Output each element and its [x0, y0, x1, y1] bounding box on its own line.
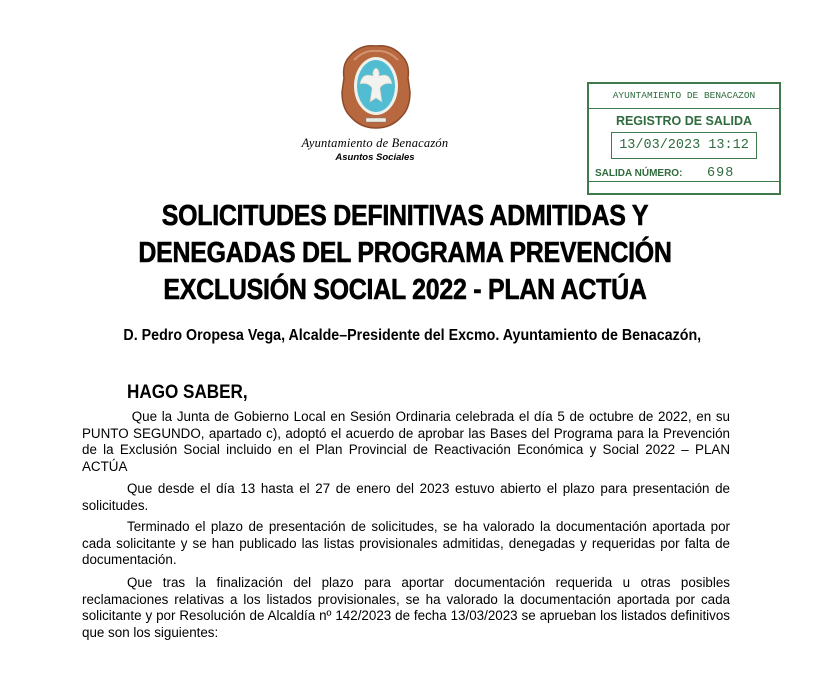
- document-title: [108, 198, 701, 309]
- organization-name: Ayuntamiento de Benacazón: [301, 136, 449, 150]
- body-paragraph: [82, 481, 730, 514]
- hago-saber-heading: HAGO SABER,: [127, 382, 248, 403]
- coat-of-arms-icon: [340, 42, 412, 130]
- title-line: EXCLUSIÓN SOCIAL 2022 - PLAN ACTÚA: [163, 274, 647, 306]
- intro-paragraph: [82, 326, 730, 346]
- stamp-number-label: SALIDA NÚMERO:: [595, 168, 683, 179]
- body-paragraph: [82, 575, 730, 641]
- body-paragraph: [82, 409, 730, 475]
- intro-text: D. Pedro Oropesa Vega, Alcalde–Presidente del Excmo. Ayuntamiento de Benacazón,: [123, 327, 702, 344]
- title-line: SOLICITUDES DEFINITIVAS ADMITIDAS Y: [161, 200, 649, 232]
- paragraph-text: Que la Junta de Gobierno Local en Sesión Ordinaria celebrada el día 5 de octubre de 2022, en su PUNTO SEGUNDO, apartado c), adoptó el acuerdo de aprobar las Bases del Programa para la Prevención de la Exclusión Social incluido en el Plan Provincial de Reactivación Económica y Social 2022 – PLAN ACTÚA: [82, 409, 730, 474]
- paragraph-text: Terminado el plazo de presentación de solicitudes, se ha valorado la documentación aportada por cada solicitante y se han publicado las listas provisionales admitidas, denegadas y requeridas por falta de documentación.: [82, 519, 730, 568]
- body-paragraph: [82, 519, 730, 569]
- paragraph-text: Que desde el día 13 hasta el 27 de enero del 2023 estuvo abierto el plazo para presentación de solicitudes.: [82, 481, 730, 513]
- title-line: DENEGADAS DEL PROGRAMA PREVENCIÓN: [138, 237, 672, 269]
- paragraph-text: Que tras la finalización del plazo para aportar documentación requerida u otras posibles reclamaciones relativas a los listados provisionales, se ha valorado la documentación aportada por cada solicitante y por Resolución de Alcaldía nº 142/2023 de fecha 13/03/2023 se aprueban los listados definitivos que son los siguientes:: [82, 575, 730, 640]
- stamp-number-value: 698: [707, 166, 735, 181]
- organization-department: Asuntos Sociales: [335, 152, 415, 163]
- registry-stamp: [587, 82, 781, 195]
- stamp-footer-divider: [589, 181, 779, 182]
- stamp-datetime: 13/03/2023 13:12: [611, 132, 757, 159]
- stamp-title: REGISTRO DE SALIDA: [615, 114, 753, 128]
- stamp-header: AYUNTAMIENTO DE BENACAZON: [589, 84, 779, 109]
